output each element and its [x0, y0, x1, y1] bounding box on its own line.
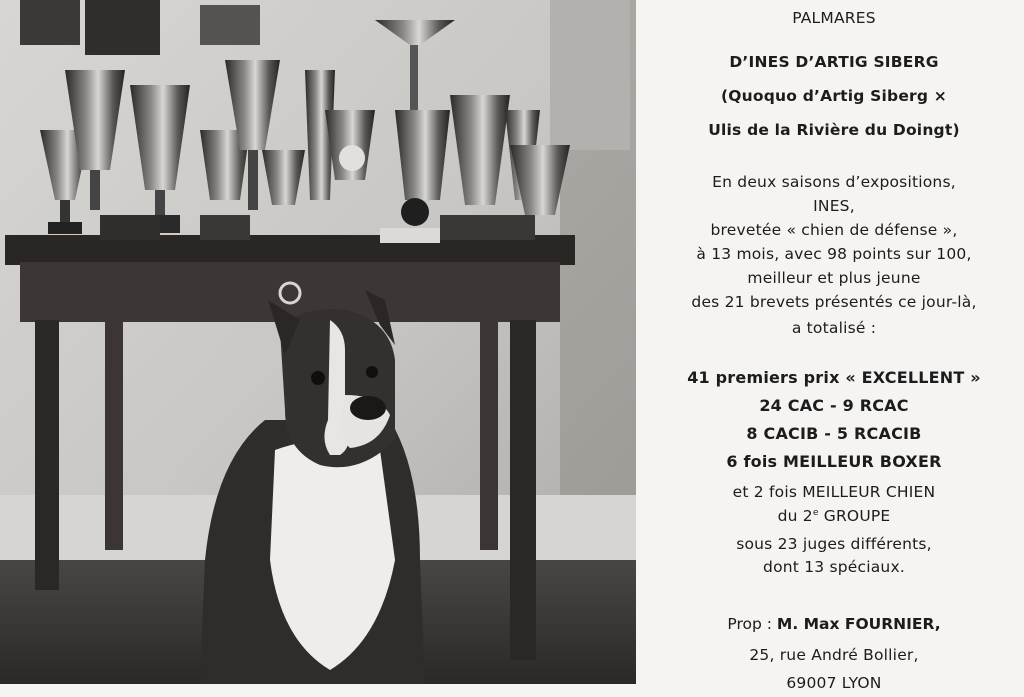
parents-line-1: (Quoquo d’Artig Siberg ×: [721, 87, 947, 105]
intro-line-1: En deux saisons d’expositions,: [712, 173, 956, 191]
award-line-1: 41 premiers prix « EXCELLENT »: [687, 368, 981, 387]
intro-line-7: a totalisé :: [791, 319, 877, 337]
award-line-5a: et 2 fois MEILLEUR CHIEN: [732, 483, 936, 501]
intro-line-2: INES,: [813, 197, 855, 215]
parents-line-2: Ulis de la Rivière du Doingt): [708, 121, 960, 139]
palmares-text-column: [652, 0, 1016, 697]
address-line-1: 25, rue André Bollier,: [749, 646, 919, 664]
intro-line-6: des 21 brevets présentés ce jour-là,: [691, 293, 977, 311]
dog-name-title: D’INES D’ARTIG SIBERG: [729, 53, 939, 71]
intro-line-4: à 13 mois, avec 98 points sur 100,: [696, 245, 972, 263]
intro-line-3: brevetée « chien de défense »,: [710, 221, 958, 239]
palmares-heading: PALMARES: [792, 9, 876, 27]
award-line-5b-sup: e: [812, 508, 819, 518]
judges-line-2: dont 13 spéciaux.: [763, 558, 905, 576]
award-line-5b: [652, 503, 1016, 526]
owner-line: [652, 614, 1016, 634]
award-line-5b-post: GROUPE: [818, 507, 891, 525]
intro-line-5: meilleur et plus jeune: [747, 269, 921, 287]
prop-label: Prop :: [727, 615, 777, 633]
award-line-3: 8 CACIB - 5 RCACIB: [746, 424, 922, 443]
judges-line-1: sous 23 juges différents,: [736, 535, 932, 553]
award-line-4: 6 fois MEILLEUR BOXER: [726, 452, 942, 471]
award-line-5b-pre: du 2: [777, 507, 813, 525]
owner-name: M. Max FOURNIER,: [776, 615, 941, 633]
award-line-2: 24 CAC - 9 RCAC: [759, 396, 909, 415]
address-line-2: 69007 LYON: [786, 674, 882, 692]
